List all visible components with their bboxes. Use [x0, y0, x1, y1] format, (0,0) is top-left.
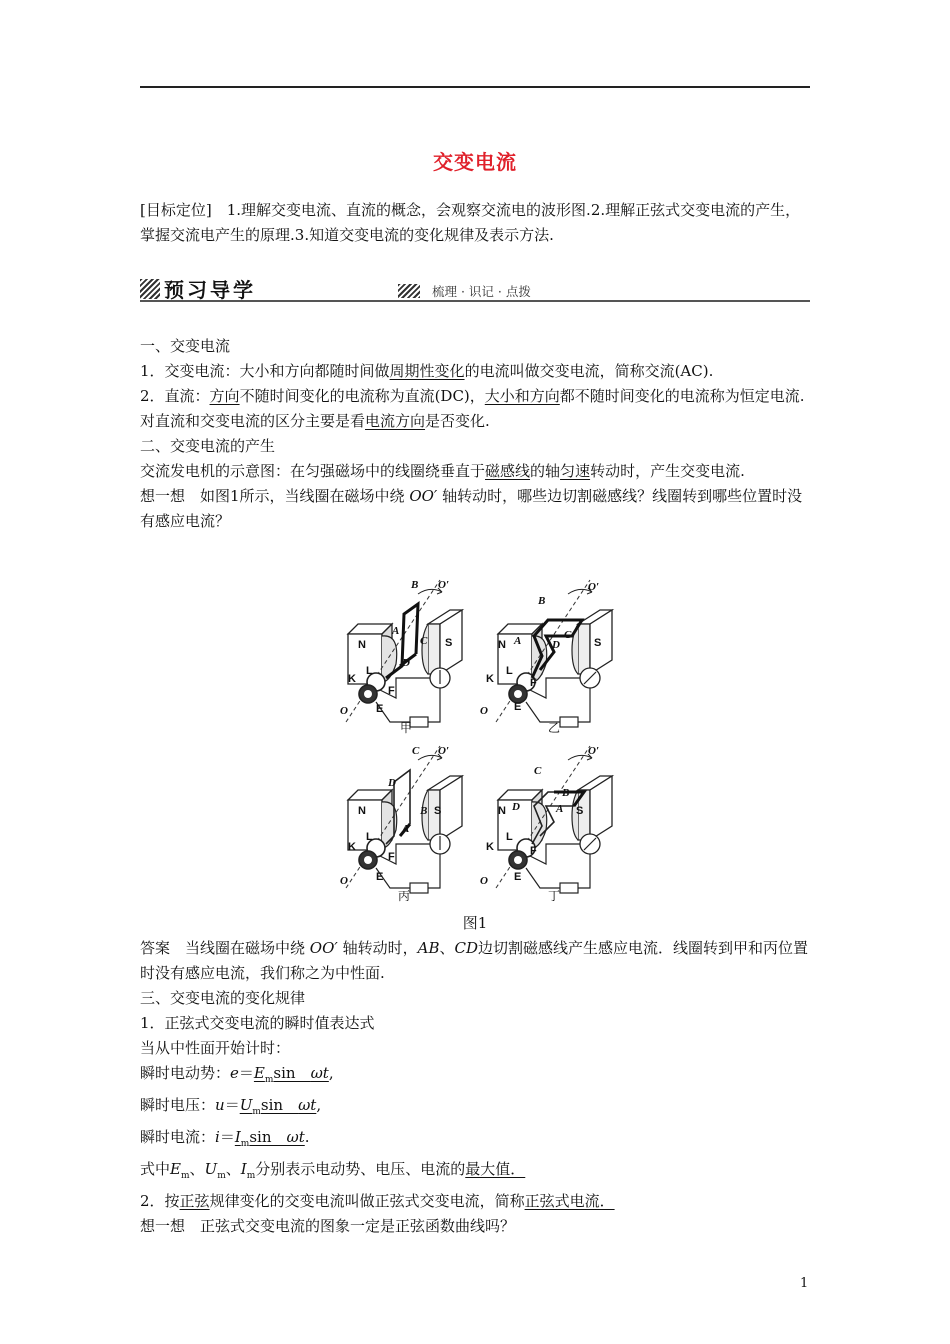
panel-name-yi: 乙 [548, 721, 561, 735]
page-number: 1 [800, 1276, 809, 1291]
label-yi-low: D [552, 639, 560, 651]
label-o: O [340, 705, 348, 717]
label-k: K [486, 841, 494, 853]
blank-answer: 最大值． [465, 1160, 526, 1178]
blank-answer: 正弦式电流． [524, 1192, 615, 1210]
label-e: E [376, 703, 384, 715]
label-l: L [366, 665, 373, 677]
s2-paragraph-1: 交流发电机的示意图：在匀强磁场中的线圈绕垂直于磁感线的轴匀速转动时，产生交变电流. [140, 462, 745, 480]
label-e: E [514, 701, 522, 713]
label-ding-top: C [534, 765, 542, 777]
label-bing-left: D [388, 777, 396, 789]
top-rule [140, 86, 810, 88]
figure-generator-diagrams [330, 574, 630, 906]
label-f: F [530, 845, 537, 857]
label-e: E [514, 871, 522, 883]
s1-paragraph-1: 1．交变电流：大小和方向都随时间做周期性变化的电流叫做交变电流，简称交流(AC). [140, 362, 714, 380]
section-3 [140, 936, 812, 1239]
panel-name-jia: 甲 [400, 721, 413, 735]
banner-hatch-left [140, 279, 160, 299]
blank-answer: 周期性变化 [389, 362, 465, 380]
label-s: S [576, 805, 584, 817]
label-f: F [530, 677, 537, 689]
panel-name-bing: 丙 [398, 889, 411, 903]
blank-answer: 方向 [209, 387, 240, 405]
section-3-heading: 三、交变电流的变化规律 [140, 989, 306, 1007]
label-k: K [348, 841, 356, 853]
blank-answer: 磁感线 [485, 462, 531, 480]
banner-rule [140, 300, 810, 302]
s2-think: 想一想 如图1所示，当线圈在磁场中绕 OO′ 轴转动时，哪些边切割磁感线？线圈转到哪些位置时没有感应电流？ [140, 487, 803, 530]
label-f: F [388, 851, 395, 863]
label-o: O [480, 875, 488, 887]
s3-paragraph-7: 2．按正弦规律变化的交变电流叫做正弦式交变电流，简称正弦式电流． [140, 1192, 615, 1210]
s3-think: 想一想 正弦式交变电流的图象一定是正弦函数曲线吗？ [140, 1217, 516, 1235]
label-yi-mid: C [564, 629, 572, 641]
label-bing-low: A [402, 823, 410, 835]
label-o-prime: O′ [438, 745, 450, 757]
answer-paragraph: 答案 当线圈在磁场中绕 OO′ 轴转动时，AB、CD边切割磁感线产生感应电流．线圈转到甲和丙位置时没有感应电流，我们称之为中性面. [140, 939, 809, 982]
label-jia-top: B [411, 579, 419, 591]
label-o-prime: O′ [438, 579, 450, 591]
label-jia-mid: C [420, 635, 428, 647]
label-s: S [594, 637, 602, 649]
label-ding-mid: B [562, 787, 570, 799]
panel-bing [346, 746, 462, 893]
banner-label: 预习导学 [164, 278, 256, 302]
label-k: K [348, 673, 356, 685]
objectives [140, 198, 812, 248]
label-o-prime: O′ [588, 581, 600, 593]
blank-answer: 匀速 [560, 462, 591, 480]
label-n: N [358, 805, 366, 817]
s1-paragraph-3: 对直流和交变电流的区分主要是看电流方向是否变化. [140, 412, 490, 430]
label-n: N [498, 639, 506, 651]
label-ding-left: D [512, 801, 520, 813]
label-e: E [376, 871, 384, 883]
panel-jia [346, 580, 462, 727]
label-bing-top: C [412, 745, 420, 757]
label-bing-mid: B [420, 805, 428, 817]
s3-paragraph-2: 当从中性面开始计时： [140, 1039, 291, 1057]
formula-voltage: 瞬时电压：$u=U_m\sin$ ωt, [140, 1096, 322, 1117]
blank-answer: 电流方向 [365, 412, 426, 430]
objectives-text: 1.理解交变电流、直流的概念，会观察交流电的波形图.2.理解正弦式交变电流的产生，掌握交流电产生的原理.3.知道交变电流的变化规律及表示方法. [140, 201, 801, 244]
s1-paragraph-2: 2．直流：方向不随时间变化的电流称为直流(DC)，大小和方向都不随时间变化的电流称为恒定电流. [140, 387, 805, 405]
label-jia-low: D [402, 657, 410, 669]
figure-caption: 图1 [462, 914, 488, 932]
blank-answer: 大小和方向 [484, 387, 560, 405]
panel-name-ding: 丁 [548, 889, 561, 903]
label-f: F [388, 685, 395, 697]
label-s: S [445, 637, 453, 649]
label-l: L [506, 831, 513, 843]
label-ding-low: A [556, 803, 564, 815]
label-yi-top: B [538, 595, 546, 607]
label-n: N [498, 805, 506, 817]
label-s: S [434, 805, 442, 817]
s3-paragraph-1: 1．正弦式交变电流的瞬时值表达式 [140, 1014, 375, 1032]
formula-emf: 瞬时电动势：$e=E_m\sin$ ωt, [140, 1064, 334, 1085]
label-n: N [358, 639, 366, 651]
label-jia-left: A [392, 625, 400, 637]
banner-hatch-right [398, 284, 420, 298]
section-1 [140, 334, 812, 534]
formula-current: 瞬时电流：$i=I_m\sin$ ωt. [140, 1128, 310, 1149]
section-1-heading: 一、交变电流 [140, 337, 231, 355]
objectives-tag: [目标定位] [140, 201, 212, 219]
s3-paragraph-6: 式中$E_m$、$U_m$、$I_m$分别表示电动势、电压、电流的最大值． [140, 1160, 526, 1181]
banner-subtitle: 梳理 · 识记 · 点拨 [432, 284, 531, 299]
label-o: O [340, 875, 348, 887]
label-o-prime: O′ [588, 745, 600, 757]
blank-answer: 正弦 [179, 1192, 210, 1210]
label-o: O [480, 705, 488, 717]
label-l: L [506, 665, 513, 677]
label-l: L [366, 831, 373, 843]
label-k: K [486, 673, 494, 685]
label-yi-left: A [514, 635, 522, 647]
page-title: 交变电流 [433, 150, 517, 174]
section-2-heading: 二、交变电流的产生 [140, 437, 276, 455]
section-banner [140, 274, 810, 304]
